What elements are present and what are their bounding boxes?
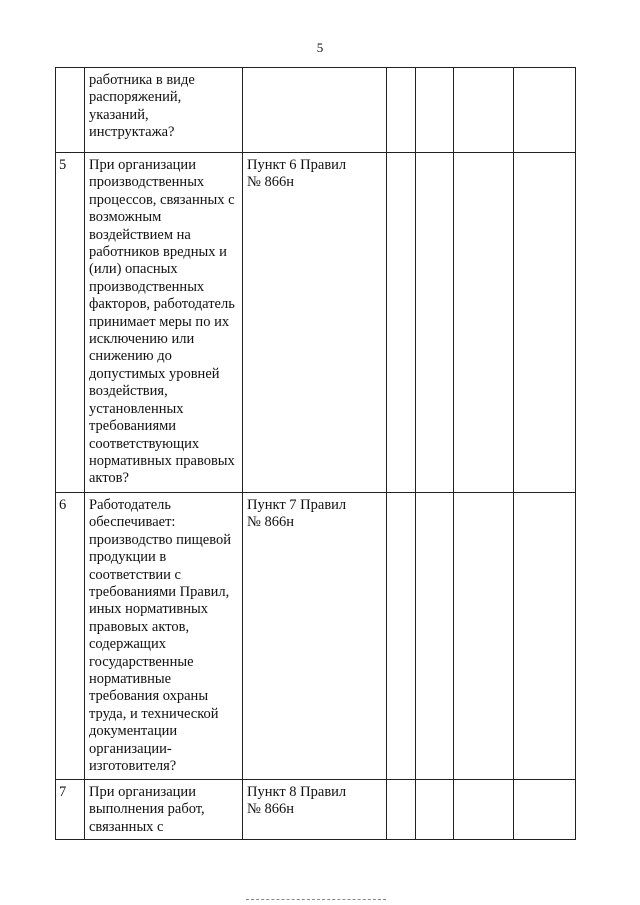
question-line: инструктажа? (89, 124, 175, 141)
question-line: (или) опасных (89, 261, 178, 278)
question-line: факторов, работодатель (89, 296, 235, 313)
question-cell (85, 493, 243, 780)
legal-reference-cell (243, 68, 387, 153)
answer-cell (454, 493, 514, 780)
legal-reference-line: № 866н (247, 801, 294, 818)
legal-reference-cell (243, 493, 387, 780)
question-line: требованиями Правил, (89, 584, 230, 601)
question-line: возможным (89, 209, 162, 226)
row-number: 7 (56, 780, 85, 840)
question-line: требования охраны (89, 688, 209, 705)
question-line: организации- (89, 740, 172, 757)
question-line: воздействия, (89, 383, 168, 400)
legal-reference-line: № 866н (247, 174, 294, 191)
question-line: документации (89, 723, 178, 740)
question-line: исключению или (89, 331, 195, 348)
answer-cell (454, 153, 514, 493)
question-line: продукции в (89, 549, 167, 566)
question-line: работника в виде (89, 72, 195, 88)
page-number: 5 (316, 40, 324, 55)
row-number (56, 68, 85, 153)
legal-reference-cell (243, 153, 387, 493)
legal-reference-line: Пункт 8 Правил (247, 784, 347, 800)
question-line: установленных (89, 400, 184, 417)
question-line: производство пищевой (89, 531, 231, 548)
question-line: соответствии с (89, 566, 181, 583)
question-line: процессов, связанных с (89, 191, 235, 208)
question-line: правовых актов, (89, 618, 190, 635)
question-line: государственные (89, 653, 194, 670)
question-line: нормативные (89, 671, 172, 688)
question-line: работников вредных и (89, 244, 227, 261)
checklist-table-wrapper (55, 67, 576, 840)
answer-cell (387, 68, 416, 153)
answer-cell (514, 493, 576, 780)
answer-cell (416, 493, 454, 780)
question-line: содержащих (89, 636, 166, 653)
table-row (56, 493, 576, 780)
question-line: распоряжений, (89, 89, 182, 106)
question-line: актов? (89, 470, 129, 487)
answer-cell (454, 68, 514, 153)
question-cell (85, 68, 243, 153)
scan-edge-artifact (246, 899, 386, 902)
answer-cell (387, 780, 416, 840)
checklist-rows (56, 68, 576, 840)
legal-reference-cell (243, 780, 387, 840)
table-row (56, 153, 576, 493)
table-row (56, 780, 576, 840)
answer-cell (514, 780, 576, 840)
question-cell (85, 153, 243, 493)
question-line: производственных (89, 174, 205, 191)
legal-reference-line: № 866н (247, 514, 294, 531)
question-line: принимает меры по их (89, 313, 230, 330)
question-line: соответствующих (89, 435, 200, 452)
answer-cell (416, 68, 454, 153)
question-line: обеспечивает: (89, 514, 176, 531)
question-line: снижению до (89, 348, 172, 365)
question-line: Работодатель (89, 497, 171, 513)
checklist-table (55, 67, 576, 840)
answer-cell (454, 780, 514, 840)
legal-reference-line: Пункт 6 Правил (247, 157, 347, 173)
answer-cell (387, 153, 416, 493)
answer-cell (514, 153, 576, 493)
question-line: допустимых уровней (89, 365, 220, 382)
legal-reference-line: Пункт 7 Правил (247, 497, 347, 513)
answer-cell (387, 493, 416, 780)
answer-cell (416, 153, 454, 493)
question-line: иных нормативных (89, 601, 209, 618)
question-line: нормативных правовых (89, 452, 235, 469)
row-number: 6 (56, 493, 85, 780)
question-line: труда, и технической (89, 705, 219, 722)
table-row (56, 68, 576, 153)
answer-cell (416, 780, 454, 840)
question-cell (85, 780, 243, 840)
question-line: При организации (89, 157, 196, 173)
question-line: требованиями (89, 418, 177, 435)
row-number: 5 (56, 153, 85, 493)
question-line: указаний, (89, 106, 149, 123)
question-line: выполнения работ, (89, 801, 205, 818)
question-line: воздействием на (89, 226, 191, 243)
question-line: изготовителя? (89, 758, 177, 775)
answer-cell (514, 68, 576, 153)
question-line: производственных (89, 278, 205, 295)
question-line: При организации (89, 784, 196, 800)
question-line: связанных с (89, 818, 164, 835)
